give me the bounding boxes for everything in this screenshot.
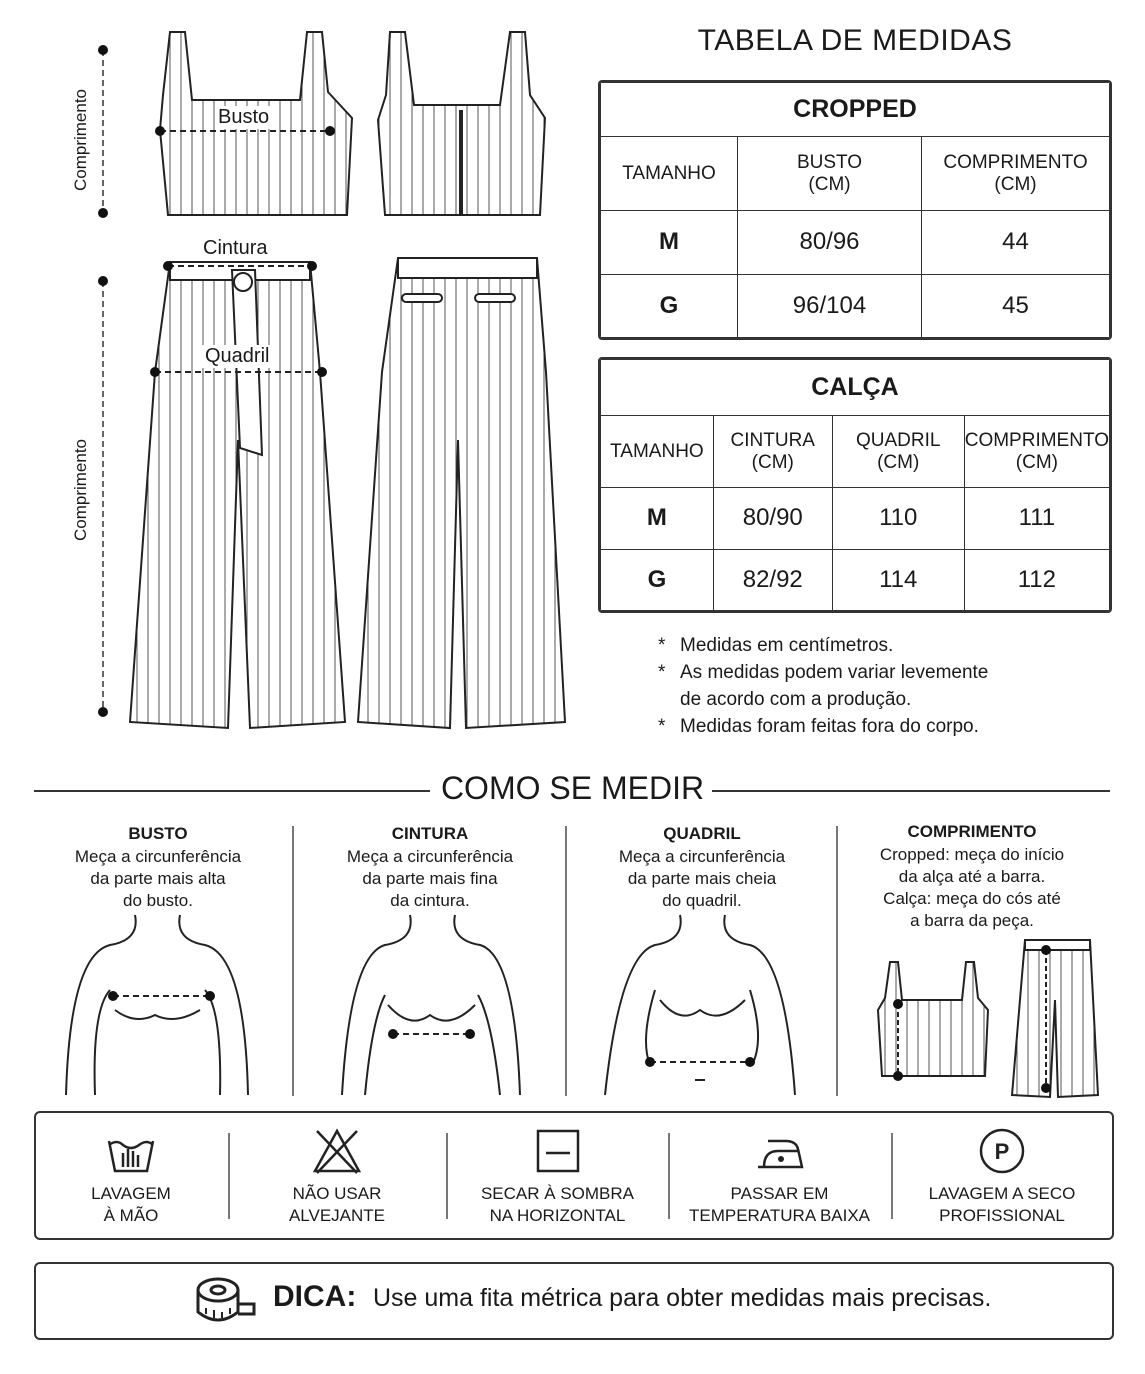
care-label-2b: ALVEJANTE — [288, 1206, 386, 1225]
care-hand-wash — [36, 1113, 226, 1238]
how-to-length: COMPRIMENTO Cropped: meça do início da alça até a barra. Calça: meça do cós até a barra da peça. — [879, 822, 1065, 930]
pants-length-m: 111 — [964, 488, 1109, 550]
body-figures — [0, 900, 1145, 1100]
pants-length-label: Comprimento — [71, 438, 91, 542]
pants-header-size: TAMANHO — [601, 416, 714, 488]
how-to-bust: BUSTO Meça a circunferência da parte mais alta do busto. — [74, 824, 242, 910]
care-iron-low — [672, 1113, 887, 1238]
cropped-length-m: 44 — [922, 211, 1110, 275]
pants-size-g: G — [601, 549, 714, 611]
table-row — [601, 211, 1110, 275]
cropped-bust-m: 80/96 — [738, 211, 922, 275]
care-label-4a: PASSAR EM — [730, 1184, 829, 1203]
care-label-5b: PROFISSIONAL — [939, 1206, 1065, 1225]
pants-caption: CALÇA — [601, 360, 1110, 416]
care-dry-flat-shade — [450, 1113, 665, 1238]
pants-back — [358, 258, 565, 728]
dry-clean-p-icon — [976, 1127, 1028, 1177]
hip-label: Quadril — [202, 345, 272, 368]
pants-size-m: M — [601, 488, 714, 550]
pants-header-waist: CINTURA (CM) — [713, 416, 832, 488]
pants-header-hip: QUADRIL (CM) — [832, 416, 964, 488]
no-bleach-icon — [311, 1127, 363, 1177]
cropped-bust-g: 96/104 — [738, 274, 922, 338]
hand-wash-icon — [105, 1127, 157, 1177]
tip-label: DICA: — [273, 1280, 357, 1313]
pants-waist-g: 82/92 — [713, 549, 832, 611]
top-length-label: Comprimento — [71, 88, 91, 192]
care-instructions — [34, 1111, 1114, 1240]
care-label-3b: NA HORIZONTAL — [489, 1206, 626, 1225]
care-dry-clean — [896, 1113, 1108, 1238]
pants-hip-g: 114 — [832, 549, 964, 611]
cropped-caption: CROPPED — [601, 83, 1110, 137]
note-item: de acordo com a produção. — [680, 689, 912, 710]
care-label-1a: LAVAGEM — [91, 1184, 171, 1203]
how-to-measure-title: COMO SE MEDIR — [440, 770, 705, 806]
tip-banner — [34, 1262, 1114, 1340]
care-label-1b: À MÃO — [103, 1206, 159, 1225]
note-item: * As medidas podem variar levemente — [658, 662, 989, 683]
how-to-hip: QUADRIL Meça a circunferência da parte mais cheia do quadril. — [618, 824, 786, 910]
care-label-5a: LAVAGEM A SECO — [928, 1184, 1076, 1203]
dry-flat-shade-icon — [532, 1127, 584, 1177]
iron-low-icon — [754, 1127, 806, 1177]
table-row — [601, 274, 1110, 338]
table-row — [601, 488, 1110, 550]
cropped-length-g: 45 — [922, 274, 1110, 338]
note-item: * Medidas foram feitas fora do corpo. — [658, 716, 979, 737]
note-item: * Medidas em centímetros. — [658, 635, 894, 656]
waist-label: Cintura — [200, 237, 270, 260]
cropped-header-length: COMPRIMENTO (CM) — [922, 137, 1110, 211]
cropped-header-size: TAMANHO — [601, 137, 738, 211]
tape-measure-icon — [194, 1274, 258, 1330]
care-no-bleach — [232, 1113, 442, 1238]
pants-length-g: 112 — [964, 549, 1109, 611]
care-label-4b: TEMPERATURA BAIXA — [688, 1206, 871, 1225]
tip-text: Use uma fita métrica para obter medidas mais precisas. — [373, 1284, 992, 1312]
pants-hip-m: 110 — [832, 488, 964, 550]
bust-label: Busto — [215, 106, 272, 129]
notes-list — [658, 632, 988, 740]
cropped-size-table — [598, 80, 1112, 340]
care-label-2a: NÃO USAR — [292, 1184, 382, 1203]
garment-illustrations — [0, 0, 600, 740]
cropped-header-bust: BUSTO (CM) — [738, 137, 922, 211]
divider-right — [712, 790, 1110, 792]
pants-header-length: COMPRIMENTO (CM) — [964, 416, 1109, 488]
cropped-size-m: M — [601, 211, 738, 275]
pants-waist-m: 80/90 — [713, 488, 832, 550]
table-row — [601, 549, 1110, 611]
size-table-title: TABELA DE MEDIDAS — [697, 24, 1013, 57]
pants-size-table — [598, 357, 1112, 613]
care-label-3a: SECAR À SOMBRA — [480, 1184, 635, 1203]
how-to-waist: CINTURA Meça a circunferência da parte mais fina da cintura. — [346, 824, 514, 910]
cropped-size-g: G — [601, 274, 738, 338]
svg-text:P: P — [994, 1139, 1010, 1164]
